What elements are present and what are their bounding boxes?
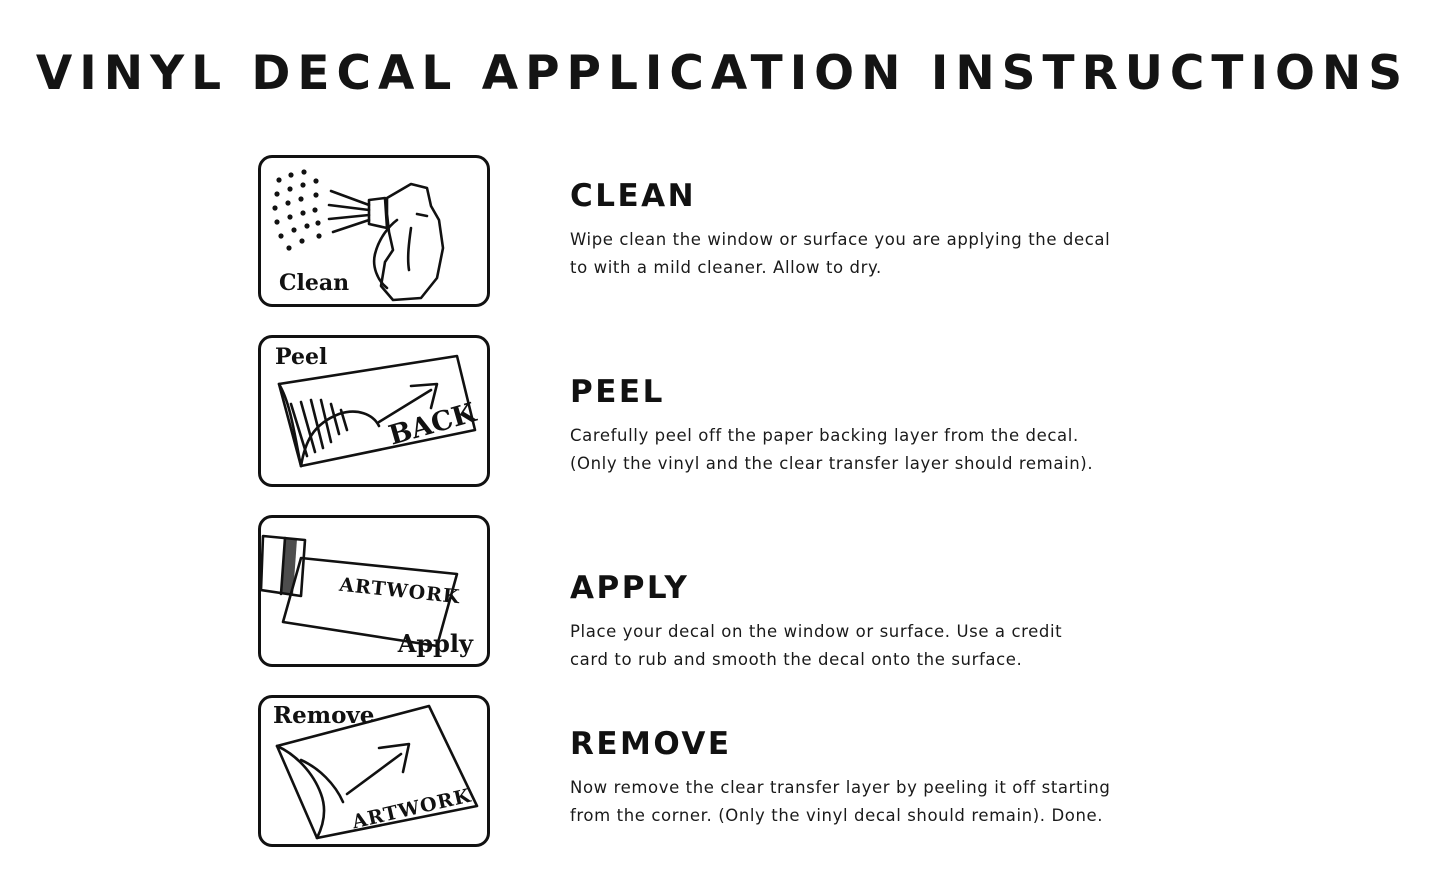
step-peel-text [490, 335, 1190, 478]
peel-icon-caption: Peel [275, 344, 328, 370]
spray-bottle-icon [258, 155, 490, 307]
remove-icon-caption: Remove [273, 702, 375, 729]
peel-backing-icon [258, 335, 490, 487]
step-clean-heading: CLEAN [570, 178, 697, 214]
step-remove [0, 695, 1445, 847]
remove-icon-caption-artwork: ARTWORK [350, 784, 474, 834]
peel-icon-caption-back: BACK [385, 397, 480, 452]
clean-icon-caption: Clean [279, 270, 350, 296]
step-remove-heading: REMOVE [570, 726, 732, 762]
step-apply-body-line-1: Place your decal on the window or surface. Use a credit [570, 622, 1063, 641]
step-apply-body [570, 618, 1190, 674]
step-apply-body-line-2: card to rub and smooth the decal onto the surface. [570, 650, 1023, 670]
step-peel-icon-wrap [0, 335, 490, 487]
step-remove-body-line-1: Now remove the clear transfer layer by peeling it off starting [570, 778, 1111, 797]
apply-icon-caption-artwork: ARTWORK [338, 573, 462, 609]
step-remove-icon-wrap [0, 695, 490, 847]
squeegee-apply-icon [258, 515, 490, 667]
step-apply [0, 515, 1445, 674]
step-peel [0, 335, 1445, 487]
step-peel-heading: PEEL [570, 374, 665, 410]
step-clean [0, 155, 1445, 307]
step-apply-icon-wrap [0, 515, 490, 667]
page-title: VINYL DECAL APPLICATION INSTRUCTIONS [35, 46, 1410, 101]
step-remove-body [570, 774, 1190, 830]
step-clean-text [490, 155, 1190, 282]
step-peel-body-line-2: (Only the vinyl and the clear transfer layer should remain). [570, 454, 1094, 474]
step-apply-text [490, 515, 1190, 674]
remove-transfer-icon [258, 695, 490, 847]
step-peel-body-line-1: Carefully peel off the paper backing layer from the decal. [570, 426, 1079, 445]
step-clean-icon-wrap [0, 155, 490, 307]
step-peel-body [570, 422, 1190, 478]
step-clean-body [570, 226, 1190, 282]
step-remove-text [490, 695, 1190, 830]
step-apply-heading: APPLY [570, 570, 690, 606]
step-remove-body-line-2: from the corner. (Only the vinyl decal should remain). Done. [570, 806, 1104, 826]
step-clean-body-line-1: Wipe clean the window or surface you are applying the decal [570, 230, 1111, 249]
step-clean-body-line-2: to with a mild cleaner. Allow to dry. [570, 258, 882, 278]
apply-icon-caption: Apply [397, 629, 473, 658]
